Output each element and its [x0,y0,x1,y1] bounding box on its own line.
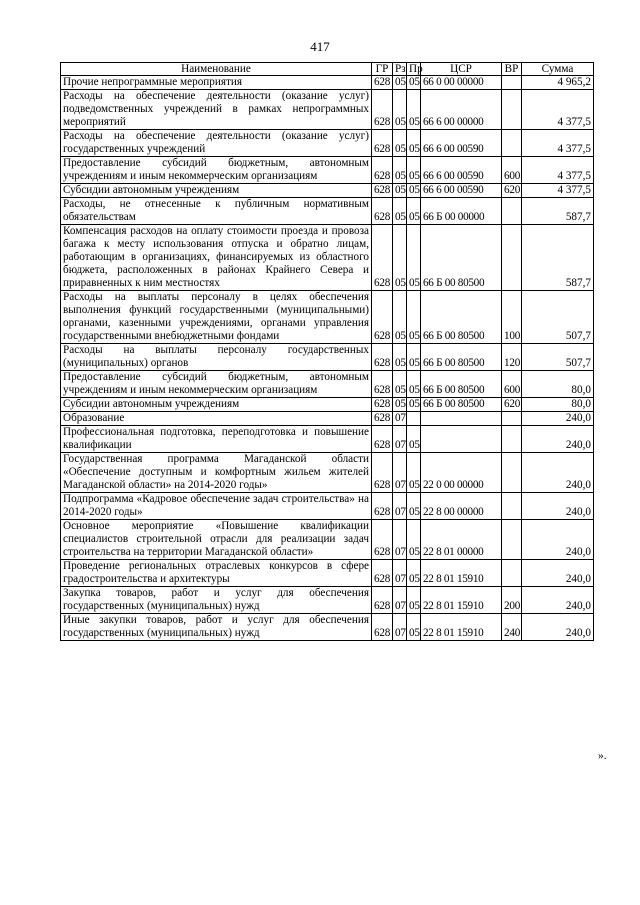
table-row [61,520,594,560]
cell-csr: 66 Б 00 00000 [421,198,502,225]
table-row [61,614,594,641]
cell-gr: 628 [372,614,393,641]
cell-sum: 80,0 [522,398,594,412]
cell-csr: 66 Б 00 80500 [421,344,502,371]
cell-vr [502,76,522,90]
cell-vr: 100 [502,291,522,344]
cell-vr: 120 [502,344,522,371]
cell-gr: 628 [372,344,393,371]
cell-name: Профессиональная подготовка, переподготовка и повышение квалификации [61,426,372,453]
cell-vr: 620 [502,184,522,198]
cell-gr: 628 [372,426,393,453]
cell-sum: 587,7 [522,198,594,225]
cell-gr: 628 [372,371,393,398]
cell-gr: 628 [372,225,393,291]
cell-rz: 07 [393,412,407,426]
cell-pr: 05 [407,198,421,225]
header-sum: Сумма [522,63,594,76]
cell-gr: 628 [372,412,393,426]
cell-gr: 628 [372,493,393,520]
cell-name: Иные закупки товаров, работ и услуг для обеспечения государственных (муниципальных) нужд [61,614,372,641]
cell-name: Расходы на обеспечение деятельности (оказание услуг) подведомственных учреждений в рамках непрограммных мероприятий [61,90,372,130]
cell-vr: 600 [502,157,522,184]
cell-gr: 628 [372,130,393,157]
cell-csr: 22 8 01 15910 [421,614,502,641]
cell-vr [502,453,522,493]
cell-rz: 07 [393,426,407,453]
cell-vr [502,130,522,157]
cell-gr: 628 [372,198,393,225]
cell-csr [421,426,502,453]
cell-rz: 05 [393,371,407,398]
cell-name: Подпрограмма «Кадровое обеспечение задач строительства» на 2014-2020 годы» [61,493,372,520]
cell-csr: 66 6 00 00590 [421,184,502,198]
header-csr: ЦСР [421,63,502,76]
cell-rz: 07 [393,614,407,641]
cell-rz: 07 [393,493,407,520]
table-row [61,344,594,371]
cell-name: Субсидии автономным учреждениям [61,398,372,412]
cell-csr: 22 8 00 00000 [421,493,502,520]
cell-sum: 240,0 [522,426,594,453]
cell-pr [407,412,421,426]
cell-pr: 05 [407,493,421,520]
cell-vr [502,198,522,225]
cell-rz: 05 [393,398,407,412]
cell-gr: 628 [372,76,393,90]
table-row [61,90,594,130]
header-pr: Пр [407,63,421,76]
table-row [61,398,594,412]
cell-pr: 05 [407,90,421,130]
cell-sum: 240,0 [522,614,594,641]
cell-rz: 05 [393,157,407,184]
cell-name: Расходы на выплаты персоналу государственных (муниципальных) органов [61,344,372,371]
cell-gr: 628 [372,453,393,493]
cell-csr: 66 Б 00 80500 [421,225,502,291]
cell-pr: 05 [407,614,421,641]
cell-name: Проведение региональных отраслевых конкурсов в сфере градостроительства и архитектуры [61,560,372,587]
table-row [61,560,594,587]
cell-rz: 05 [393,225,407,291]
cell-pr: 05 [407,453,421,493]
cell-gr: 628 [372,184,393,198]
cell-pr: 05 [407,291,421,344]
budget-table [60,62,594,641]
cell-vr [502,560,522,587]
cell-name: Основное мероприятие «Повышение квалификации специалистов строительной отрасли для реализации задач строительства на территории Магаданской области» [61,520,372,560]
cell-rz: 07 [393,453,407,493]
cell-name: Компенсация расходов на оплату стоимости проезда и провоза багажа к месту использования отпуска и обратно лицам, работающим в организациях, финансируемых из областного бюджета, расположенных в районах Крайнего Севера и приравненных к ним местностях [61,225,372,291]
cell-name: Предоставление субсидий бюджетным, автономным учреждениям и иным некоммерческим организациям [61,371,372,398]
cell-gr: 628 [372,520,393,560]
cell-pr: 05 [407,398,421,412]
header-vr: ВР [502,63,522,76]
cell-vr [502,520,522,560]
cell-pr: 05 [407,225,421,291]
cell-rz: 05 [393,130,407,157]
table-row [61,291,594,344]
cell-rz: 05 [393,198,407,225]
cell-csr: 22 8 01 15910 [421,587,502,614]
table-row [61,412,594,426]
table-row [61,587,594,614]
cell-name: Расходы на обеспечение деятельности (оказание услуг) государственных учреждений [61,130,372,157]
cell-gr: 628 [372,157,393,184]
cell-sum: 507,7 [522,291,594,344]
cell-rz: 05 [393,291,407,344]
cell-rz: 05 [393,76,407,90]
table-row [61,426,594,453]
cell-gr: 628 [372,90,393,130]
cell-gr: 628 [372,291,393,344]
cell-pr: 05 [407,560,421,587]
cell-sum: 240,0 [522,560,594,587]
cell-csr: 66 6 00 00590 [421,130,502,157]
cell-rz: 05 [393,184,407,198]
cell-vr: 600 [502,371,522,398]
cell-vr [502,90,522,130]
cell-csr: 66 6 00 00000 [421,90,502,130]
table-row [61,157,594,184]
cell-vr: 240 [502,614,522,641]
cell-sum: 80,0 [522,371,594,398]
cell-name: Предоставление субсидий бюджетным, автономным учреждениям и иным некоммерческим организациям [61,157,372,184]
cell-sum: 240,0 [522,453,594,493]
cell-gr: 628 [372,560,393,587]
cell-rz: 05 [393,90,407,130]
cell-csr: 22 8 01 00000 [421,520,502,560]
cell-vr [502,426,522,453]
table-row [61,198,594,225]
cell-pr: 05 [407,371,421,398]
cell-rz: 07 [393,560,407,587]
cell-name: Расходы на выплаты персоналу в целях обеспечения выполнения функций государственными (муниципальными) органами, казенными учреждениями, органами управления государственными внебюджетными фондами [61,291,372,344]
cell-sum: 507,7 [522,344,594,371]
header-name: Наименование [61,63,372,76]
cell-sum: 240,0 [522,412,594,426]
cell-pr: 05 [407,157,421,184]
cell-csr: 66 6 00 00590 [421,157,502,184]
table-row [61,184,594,198]
cell-rz: 05 [393,344,407,371]
cell-name: Субсидии автономным учреждениям [61,184,372,198]
page-number: 417 [310,39,330,54]
cell-name: Образование [61,412,372,426]
cell-rz: 07 [393,520,407,560]
cell-csr: 66 Б 00 80500 [421,398,502,412]
table-row [61,76,594,90]
cell-name: Прочие непрограммные мероприятия [61,76,372,90]
table-body [61,76,594,641]
cell-pr: 05 [407,76,421,90]
cell-sum: 4 377,5 [522,90,594,130]
cell-rz: 07 [393,587,407,614]
cell-sum: 4 377,5 [522,184,594,198]
cell-vr [502,412,522,426]
cell-pr: 05 [407,587,421,614]
table-row [61,130,594,157]
cell-sum: 4 377,5 [522,130,594,157]
cell-vr [502,493,522,520]
cell-vr: 620 [502,398,522,412]
cell-pr: 05 [407,130,421,157]
cell-sum: 240,0 [522,587,594,614]
cell-sum: 587,7 [522,225,594,291]
cell-pr: 05 [407,344,421,371]
cell-sum: 4 965,2 [522,76,594,90]
cell-csr: 66 0 00 00000 [421,76,502,90]
cell-csr [421,412,502,426]
cell-vr: 200 [502,587,522,614]
cell-sum: 4 377,5 [522,157,594,184]
cell-name: Расходы, не отнесенные к публичным нормативным обязательствам [61,198,372,225]
cell-csr: 66 Б 00 80500 [421,291,502,344]
cell-name: Государственная программа Магаданской области «Обеспечение доступным и комфортным жильем жителей Магаданской области» на 2014-2020 годы» [61,453,372,493]
cell-name: Закупка товаров, работ и услуг для обеспечения государственных (муниципальных) нужд [61,587,372,614]
table-row [61,371,594,398]
cell-gr: 628 [372,587,393,614]
table-header-row [61,63,594,76]
header-gr: ГР [372,63,393,76]
cell-pr: 05 [407,520,421,560]
cell-sum: 240,0 [522,520,594,560]
cell-sum: 240,0 [522,493,594,520]
table-row [61,493,594,520]
cell-pr: 05 [407,184,421,198]
closing-quote-mark: ». [598,750,607,762]
cell-gr: 628 [372,398,393,412]
cell-vr [502,225,522,291]
cell-pr: 05 [407,426,421,453]
header-rz: Рз [393,63,407,76]
cell-csr: 22 0 00 00000 [421,453,502,493]
cell-csr: 66 Б 00 80500 [421,371,502,398]
cell-csr: 22 8 01 15910 [421,560,502,587]
table-row [61,453,594,493]
table-row [61,225,594,291]
